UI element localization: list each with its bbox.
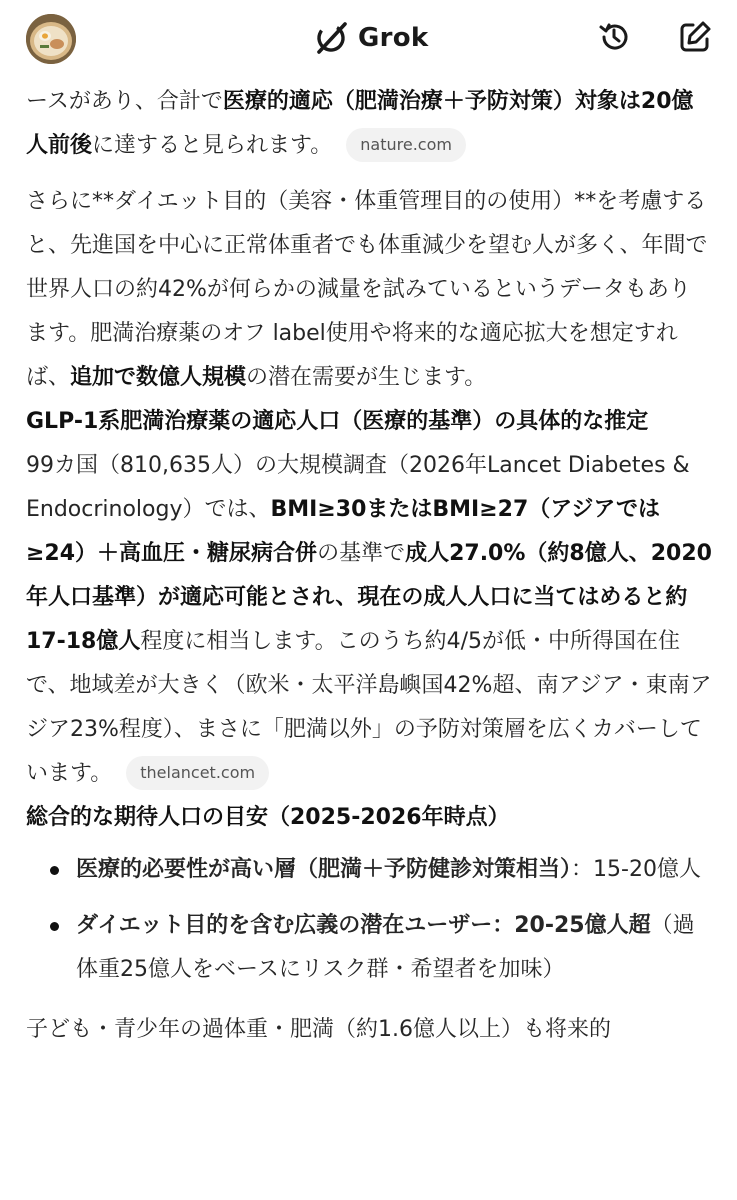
text: （過体重25億人をベースにリスク群・希望者を加味） [76, 913, 695, 982]
bullet-icon [50, 866, 59, 875]
bullet-list [26, 848, 712, 992]
paragraph-2 [26, 180, 712, 400]
app-header [0, 0, 737, 80]
section-heading: GLP-1系肥満治療薬の適応人口（医療的基準）の具体的な推定 [26, 409, 649, 434]
text: の基準で [317, 541, 406, 566]
source-chip-nature[interactable]: nature.com [346, 128, 466, 162]
bold-text: 医療的必要性が高い層（肥満＋予防健診対策相当） [76, 857, 572, 882]
chat-response [26, 80, 712, 1052]
text: 99カ国（810,635人）の大規模調査（2026年Lancet Diabetes & Endocrinology）では、 [26, 453, 690, 522]
section-heading: 総合的な期待人口の目安（2025-2026年時点） [26, 805, 510, 830]
bold-text: 追加で数億人規模 [70, 365, 247, 390]
paragraph-4: 子ども・青少年の過体重・肥満（約1.6億人以上）も将来的 [26, 1017, 611, 1042]
source-chip-lancet[interactable]: thelancet.com [126, 756, 269, 790]
app-title: Grok [358, 23, 429, 53]
text: ースがあり、合計で [26, 89, 223, 114]
history-icon [595, 18, 633, 56]
text: ：15-20億人 [571, 857, 701, 882]
list-item [76, 848, 712, 892]
new-chat-icon [676, 18, 714, 56]
paragraph-3 [26, 444, 712, 796]
list-item [76, 904, 712, 992]
history-button[interactable] [595, 18, 633, 56]
new-chat-button[interactable] [676, 18, 714, 56]
bold-text: BMI≥30またはBMI≥27（アジアでは≥24）＋高血圧・糖尿病合併 [26, 497, 661, 566]
text: の潜在需要が生じます。 [246, 365, 487, 390]
bold-text: 成人27.0%（約8億人、2020年人口基準）が適応可能とされ、現在の成人人口に当てはめると約17-18億人 [26, 541, 712, 654]
grok-logo-icon [312, 19, 350, 57]
text: さらに**ダイエット目的（美容・体重管理目的の使用）**を考慮すると、先進国を中心に正常体重者でも体重減少を望む人が多く、年間で世界人口の約42%が何らかの減量を試みているというデータもあります。肥満治療薬のオフ label使用や将来的な適応拡大を想定すれば、 [26, 189, 708, 390]
bullet-icon [50, 922, 59, 931]
bold-text: 医療的適応（肥満治療＋予防対策）対象は20億人前後 [26, 89, 694, 158]
text: に達すると見られます。 [92, 133, 333, 158]
app-brand [312, 16, 429, 60]
ramen-avatar-icon [26, 14, 76, 64]
bold-text: ダイエット目的を含む広義の潜在ユーザー：20-25億人超 [76, 913, 651, 938]
text: 程度に相当します。このうち約4/5が低・中所得国在住で、地域差が大きく（欧米・太平洋島嶼国42%超、南アジア・東南アジア23%程度）、まさに「肥満以外」の予防対策層を広くカバーしています。 [26, 629, 712, 786]
user-avatar[interactable] [26, 14, 76, 64]
paragraph-1 [26, 80, 712, 168]
